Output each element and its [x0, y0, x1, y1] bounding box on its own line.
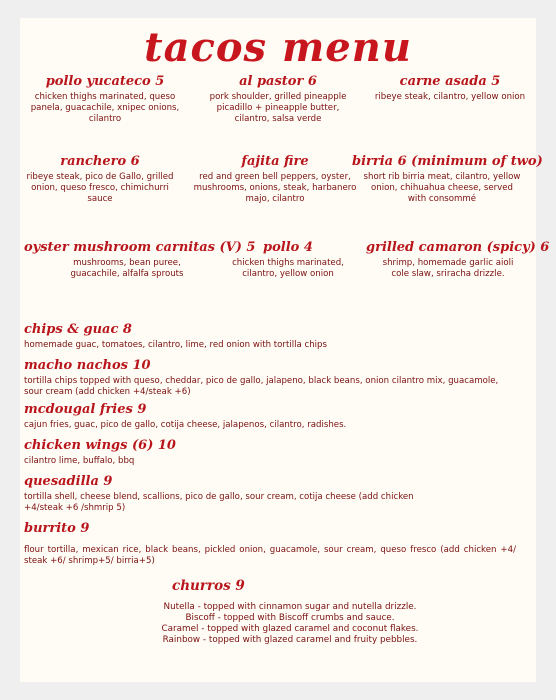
menu-item-al-pastor: [198, 74, 358, 125]
item-description: chicken thighs marinated, cilantro, yellow onion: [232, 258, 344, 279]
menu-item-macho-nachos: [24, 358, 504, 398]
item-name: pollo 4: [263, 240, 313, 255]
item-description: mushrooms, bean puree, guacachile, alfalfa sprouts: [70, 258, 184, 279]
item-description: ribeye steak, pico de Gallo, grilled onion, queso fresco, chimichurri sauce: [26, 172, 174, 204]
item-name: mcdougal fries 9: [24, 402, 147, 417]
menu-item-churros: [80, 578, 500, 646]
item-name: ranchero 6: [60, 154, 140, 169]
item-name: chips & guac 8: [24, 322, 132, 337]
item-name: carne asada 5: [399, 74, 501, 89]
menu-title: tacos menu: [144, 24, 412, 71]
item-name: pollo yucateco 5: [45, 74, 165, 89]
churros-flavors: [80, 602, 500, 646]
menu-item-carne-asada: [370, 74, 530, 103]
menu-item-quesadilla: [24, 474, 444, 514]
item-description: pork shoulder, grilled pineapple picadillo + pineapple butter, cilantro, salsa verde: [209, 92, 347, 124]
item-name: churros 9: [172, 578, 245, 594]
item-name: chicken wings (6) 10: [24, 438, 176, 453]
item-description: short rib birria meat, cilantro, yellow onion, chihuahua cheese, served with consommé: [363, 172, 521, 204]
item-name: quesadilla 9: [24, 474, 113, 489]
item-description: chicken thighs marinated, queso panela, guacachile, xnipec onions, cilantro: [30, 92, 180, 124]
item-description: homemade guac, tomatoes, cilantro, lime, red onion with tortilla chips: [24, 340, 327, 350]
item-name: burrito 9: [24, 521, 90, 536]
item-name: oyster mushroom carnitas (V) 5: [24, 240, 256, 255]
menu-page: [20, 18, 550, 682]
churros-flavor-biscoff: Biscoff - topped with Biscoff crumbs and sauce.: [185, 613, 395, 623]
item-description: shrimp, homemade garlic aioli cole slaw, sriracha drizzle.: [382, 258, 514, 279]
item-name: grilled camaron (spicy) 6: [366, 240, 550, 255]
menu-item-pollo-yucateco: [30, 74, 180, 125]
menu-item-ranchero: [20, 154, 180, 205]
item-description: cajun fries, guac, pico de gallo, cotija cheese, jalapenos, cilantro, radishes.: [24, 420, 347, 430]
item-name: macho nachos 10: [24, 358, 151, 373]
menu-item-birria: [352, 154, 543, 205]
menu-item-grilled-camaron: [366, 240, 550, 280]
item-description: tortilla shell, cheese blend, scallions, pico de gallo, sour cream, cotija cheese (add chicken +4/steak +6 /shmrip 5): [24, 492, 414, 513]
item-name: fajita fire: [241, 154, 309, 169]
menu-item-chips-guac: [24, 322, 514, 351]
item-description: red and green bell peppers, oyster, mushrooms, onions, steak, harbanero majo, cilantro: [193, 172, 357, 204]
item-description: ribeye steak, cilantro, yellow onion: [374, 92, 526, 102]
menu-item-oyster-mushroom-carnitas: [24, 240, 256, 280]
menu-item-fajita-fire: [190, 154, 360, 205]
menu-item-chicken-wings: [24, 438, 514, 467]
item-name: birria 6 (minimum of two): [352, 154, 543, 169]
churros-flavor-caramel: Caramel - topped with glazed caramel and coconut flakes.: [161, 624, 419, 634]
item-description: tortilla chips topped with queso, cheddar, pico de gallo, jalapeno, black beans, onion cilantro mix, guacamole, sour cream (add chicken +4/steak +6): [24, 376, 499, 397]
item-name: al pastor 6: [239, 74, 317, 89]
item-description: cilantro lime, buffalo, bbq: [24, 456, 135, 466]
churros-flavor-rainbow: Rainbow - topped with glazed caramel and fruity pebbles.: [162, 635, 418, 645]
menu-item-mcdougal-fries: [24, 402, 514, 431]
item-description: flour tortilla, mexican rice, black beans, pickled onion, guacamole, sour cream, queso fresco (add chicken +4/ steak +6/ shrimp+5/ birria+5): [24, 545, 516, 566]
menu-item-pollo: [218, 240, 358, 280]
churros-flavor-nutella: Nutella - topped with cinnamon sugar and nutella drizzle.: [163, 602, 417, 612]
menu-item-burrito: [24, 521, 516, 567]
